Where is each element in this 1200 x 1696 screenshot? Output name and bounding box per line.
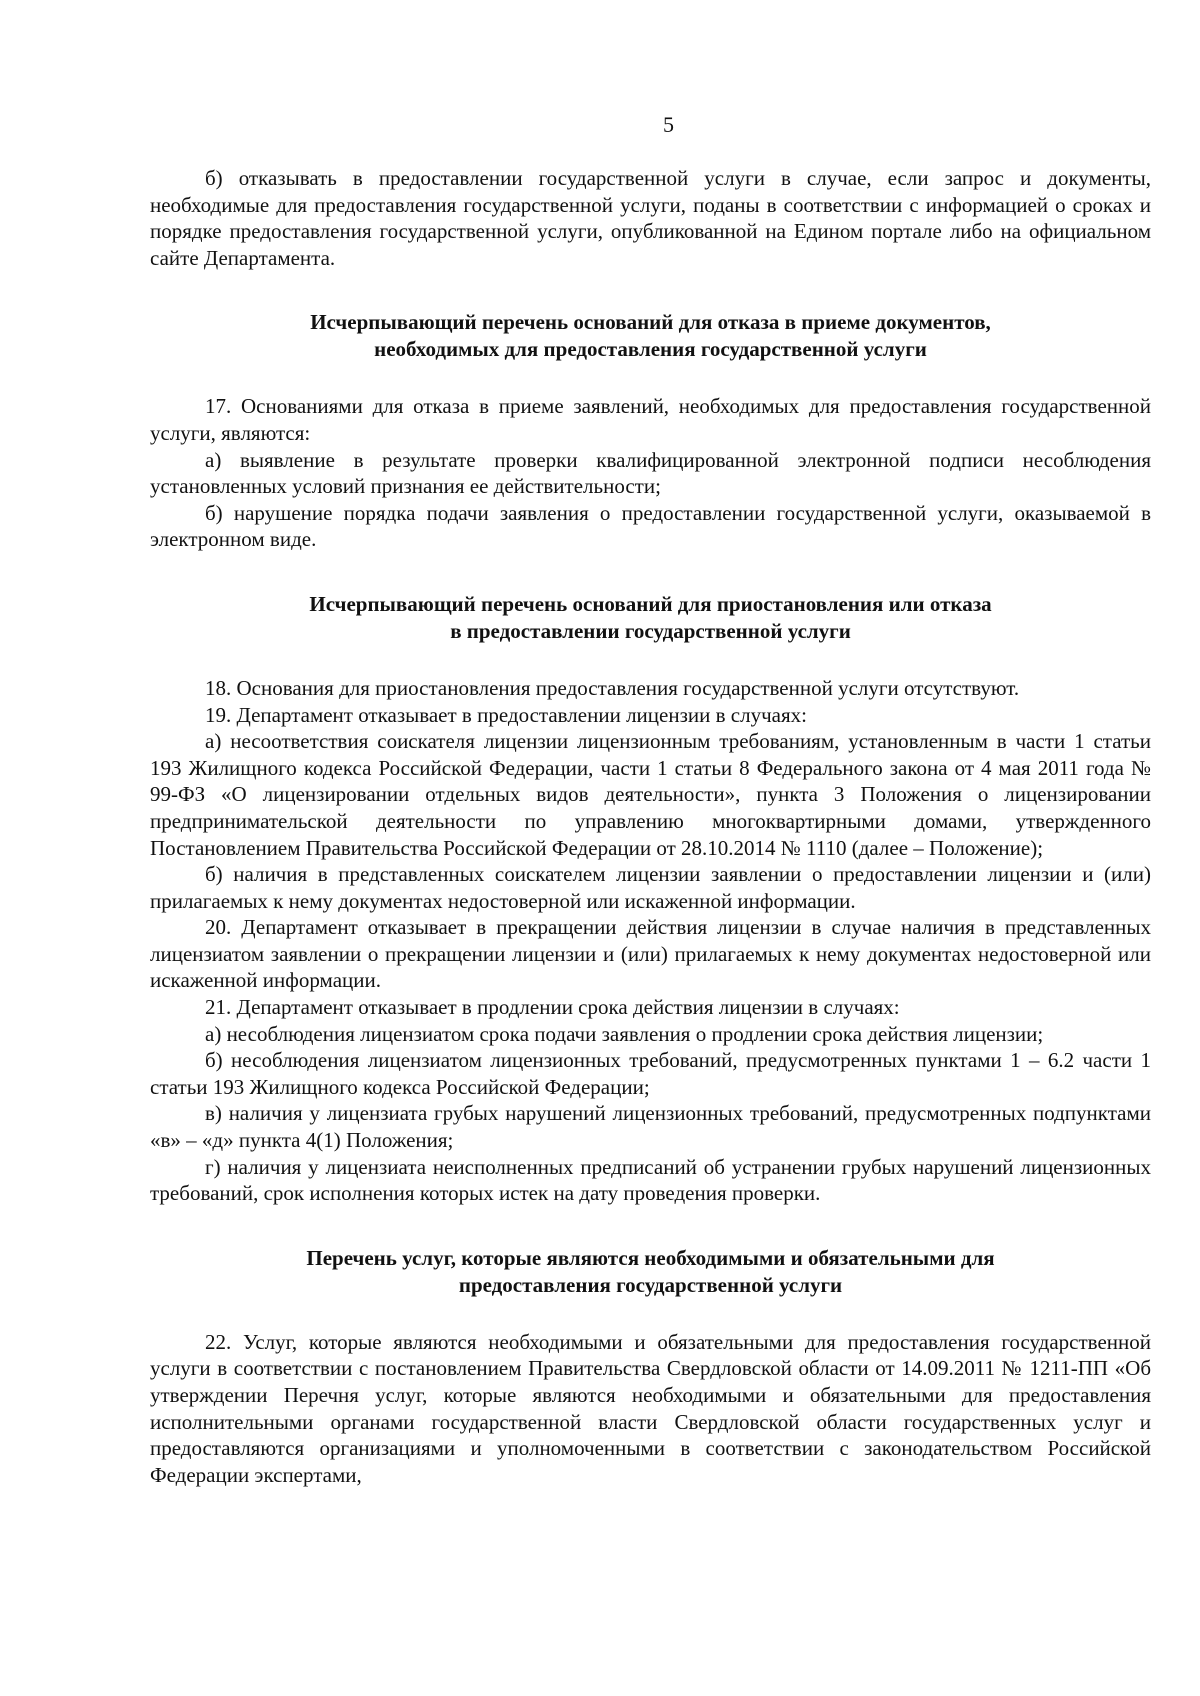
paragraph-19a: а) несоответствия соискателя лицензии лицензионным требованиям, установленным в части 1 статьи 193 Жилищного кодекса Российской Федерации, части 1 статьи 8 Федерального закона от 4 мая 2011 года № 99-ФЗ «О лицензировании отдельных видов деятельности», пункта 3 Положения о лицензировании предпринимательской деятельности по управлению многоквартирными домами, утвержденного Постановлением Правительства Российской Федерации от 28.10.2014 № 1110 (далее – Положение); — [150, 729, 1151, 860]
heading-line: Исчерпывающий перечень оснований для отказа в приеме документов, — [310, 310, 991, 335]
paragraph-21b: б) несоблюдения лицензиатом лицензионных требований, предусмотренных пунктами 1 – 6.2 части 1 статьи 193 Жилищного кодекса Российской Федерации; — [150, 1048, 1151, 1099]
paragraph-17: 17. Основаниями для отказа в приеме заявлений, необходимых для предоставления государственной услуги, являются: — [150, 394, 1151, 445]
page-number: 5 — [663, 112, 674, 137]
heading-line: предоставления государственной услуги — [458, 1272, 843, 1297]
paragraph-21a: а) несоблюдения лицензиатом срока подачи заявления о продлении срока действия лицензии; — [205, 1021, 1044, 1046]
paragraph-18: 18. Основания для приостановления предоставления государственной услуги отсутствуют. — [205, 675, 1020, 700]
paragraph-20: 20. Департамент отказывает в прекращении действия лицензии в случае наличия в представленных лицензиатом заявлении о прекращении лицензии и (или) прилагаемых к нему документах недостоверной или искаженной информации. — [150, 915, 1151, 993]
paragraph-21g: г) наличия у лицензиата неисполненных предписаний об устранении грубых нарушений лицензионных требований, срок исполнения которых истек на дату проведения проверки. — [150, 1154, 1151, 1206]
paragraph-17b: б) нарушение порядка подачи заявления о предоставлении государственной услуги, оказываемой в электронном виде. — [150, 500, 1151, 552]
heading-line: Исчерпывающий перечень оснований для приостановления или отказа — [309, 591, 992, 616]
section-heading-required-services — [150, 1245, 1151, 1299]
paragraph-21: 21. Департамент отказывает в продлении срока действия лицензии в случаях: — [205, 995, 900, 1020]
paragraph-19: 19. Департамент отказывает в предоставлении лицензии в случаях: — [205, 702, 807, 727]
heading-line: необходимых для предоставления государственной услуги — [374, 337, 927, 362]
document-page — [150, 112, 1151, 1488]
section-heading-refusal-documents — [150, 309, 1151, 363]
heading-line: в предоставлении государственной услуги — [450, 618, 851, 643]
heading-line: Перечень услуг, которые являются необходимыми и обязательными для — [306, 1245, 995, 1270]
paragraph-22: 22. Услуг, которые являются необходимыми и обязательными для предоставления государственной услуги в соответствии с постановлением Правительства Свердловской области от 14.09.2011 № 1211-ПП «Об утверждении Перечня услуг, которые являются необходимыми и обязательными для предоставления исполнительными органами государственной власти Свердловской области государственных услуг и предоставляются организациями и уполномоченными в соответствии с законодательством Российской Федерации экспертами, — [150, 1329, 1151, 1487]
paragraph-17a: а) выявление в результате проверки квалифицированной электронной подписи несоблюдения установленных условий признания ее действительности; — [150, 447, 1151, 499]
section-heading-suspension-refusal — [150, 591, 1151, 645]
paragraph-21v: в) наличия у лицензиата грубых нарушений лицензионных требований, предусмотренных подпунктами «в» – «д» пункта 4(1) Положения; — [150, 1101, 1151, 1153]
paragraph-intro-b: б) отказывать в предоставлении государственной услуги в случае, если запрос и документы, необходимые для предоставления государственной услуги, поданы в соответствии с информацией о сроках и порядке предоставления государственной услуги, опубликованной на Едином портале либо на официальном сайте Департамента. — [150, 166, 1151, 270]
paragraph-19b: б) наличия в представленных соискателем лицензии заявлении о предоставлении лицензии и (или) прилагаемых к нему документах недостоверной или искаженной информации. — [150, 862, 1151, 913]
